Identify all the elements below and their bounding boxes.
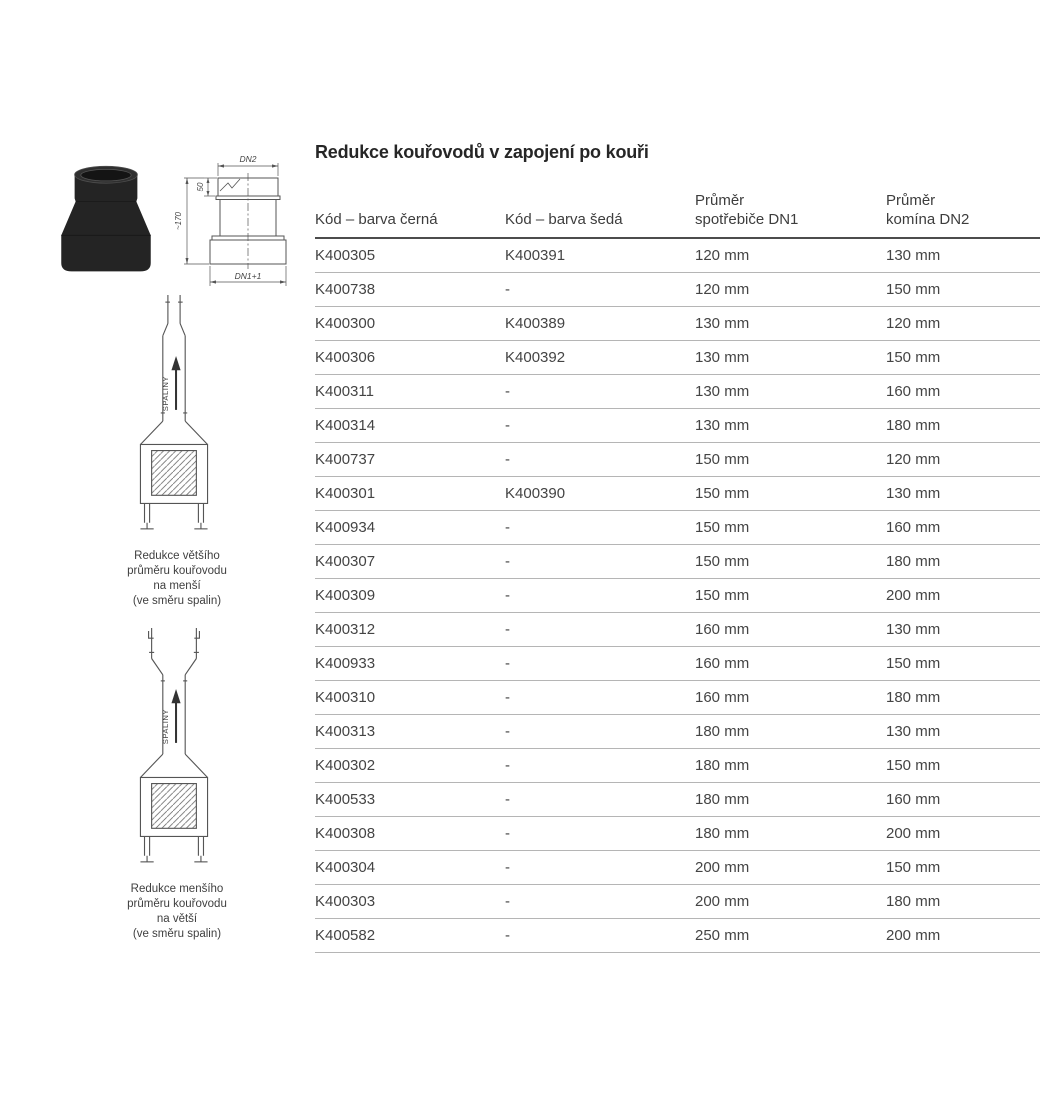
cell-dn2: 120 mm <box>886 451 941 468</box>
col-header-code-grey <box>505 210 695 229</box>
cell-code-grey: - <box>505 689 510 706</box>
table-row <box>315 681 1040 715</box>
product-photo-flue-reducer <box>52 161 160 285</box>
flue-reducer-image <box>52 161 160 280</box>
cell-dn2: 130 mm <box>886 485 941 502</box>
cell-code-black: K400312 <box>315 621 376 638</box>
cell-code-grey: - <box>505 621 510 638</box>
caption-line: na větší <box>156 913 198 925</box>
cell-code-grey: - <box>505 451 510 468</box>
cell-code-black: K400305 <box>315 247 376 264</box>
header-line: Kód – barva černá <box>315 211 438 228</box>
cell-code-grey: K400390 <box>505 485 566 502</box>
cell-code-black: K400310 <box>315 689 376 706</box>
cell-code-grey: - <box>505 587 510 604</box>
cell-code-grey: K400389 <box>505 315 566 332</box>
cell-dn2: 150 mm <box>886 655 941 672</box>
cell-dn1: 130 mm <box>695 383 750 400</box>
cell-dn1: 150 mm <box>695 587 750 604</box>
table-row <box>315 919 1040 953</box>
caption-line: na menší <box>153 580 201 592</box>
table-row <box>315 715 1040 749</box>
cell-dn2: 150 mm <box>886 859 941 876</box>
table-row <box>315 375 1040 409</box>
caption-line: (ve směru spalin) <box>132 595 222 607</box>
cell-code-black: K400308 <box>315 825 376 842</box>
cell-dn1: 150 mm <box>695 485 750 502</box>
table-row <box>315 273 1040 307</box>
cell-code-grey: K400392 <box>505 349 566 366</box>
cell-dn2: 180 mm <box>886 417 941 434</box>
cell-dn2: 200 mm <box>886 825 941 842</box>
cell-code-black: K400533 <box>315 791 376 808</box>
cell-dn1: 180 mm <box>695 757 750 774</box>
cell-dn2: 130 mm <box>886 723 941 740</box>
table-row <box>315 647 1040 681</box>
dim-dn2-label: DN2 <box>239 154 257 164</box>
table-row <box>315 851 1040 885</box>
cell-dn1: 180 mm <box>695 825 750 842</box>
caption-reduction-small-to-large <box>92 882 262 942</box>
cell-dn1: 150 mm <box>695 451 750 468</box>
caption-line: Redukce menšího <box>130 883 224 895</box>
cell-code-black: K400313 <box>315 723 376 740</box>
cell-code-grey: - <box>505 757 510 774</box>
cell-dn1: 200 mm <box>695 893 750 910</box>
table-row <box>315 443 1040 477</box>
cell-code-grey: - <box>505 791 510 808</box>
cell-dn2: 150 mm <box>886 349 941 366</box>
cell-dn1: 160 mm <box>695 621 750 638</box>
cell-code-black: K400304 <box>315 859 376 876</box>
cell-dn1: 200 mm <box>695 859 750 876</box>
cell-dn1: 160 mm <box>695 689 750 706</box>
technical-drawing <box>170 146 300 297</box>
cell-code-black: K400303 <box>315 893 376 910</box>
product-table-section <box>315 141 1040 953</box>
stove-diagram-2 <box>118 628 230 870</box>
caption-line: průměru kouřovodu <box>127 898 227 910</box>
cell-code-grey: - <box>505 927 510 944</box>
cell-dn1: 130 mm <box>695 349 750 366</box>
cell-dn1: 180 mm <box>695 791 750 808</box>
cell-code-black: K400737 <box>315 451 376 468</box>
table-row <box>315 885 1040 919</box>
table-row <box>315 341 1040 375</box>
dimension-drawing <box>170 146 300 292</box>
table-row <box>315 545 1040 579</box>
header-line: komína DN2 <box>886 211 970 228</box>
cell-dn2: 180 mm <box>886 553 941 570</box>
cell-code-black: K400307 <box>315 553 376 570</box>
page-title: Redukce kouřovodů v zapojení po kouři <box>315 142 649 162</box>
cell-code-black: K400309 <box>315 587 376 604</box>
table-body <box>315 239 1040 953</box>
table-row <box>315 783 1040 817</box>
cell-code-grey: - <box>505 417 510 434</box>
cell-code-black: K400311 <box>315 383 374 400</box>
cell-dn1: 130 mm <box>695 315 750 332</box>
cell-code-grey: - <box>505 893 510 910</box>
cell-dn1: 130 mm <box>695 417 750 434</box>
table-row <box>315 613 1040 647</box>
table-row <box>315 307 1040 341</box>
table-row <box>315 409 1040 443</box>
cell-dn1: 150 mm <box>695 519 750 536</box>
cell-dn2: 160 mm <box>886 519 941 536</box>
cell-code-grey: - <box>505 281 510 298</box>
caption-line: (ve směru spalin) <box>132 928 222 940</box>
header-line: spotřebiče DN1 <box>695 211 799 228</box>
caption-line: průměru kouřovodu <box>127 565 227 577</box>
flow-label-spaliny: SPALINY <box>160 376 170 412</box>
cell-code-black: K400302 <box>315 757 376 774</box>
header-line: Průměr <box>886 192 936 209</box>
cell-code-black: K400738 <box>315 281 376 298</box>
caption-reduction-large-to-small <box>92 549 262 609</box>
table-row <box>315 477 1040 511</box>
cell-dn1: 160 mm <box>695 655 750 672</box>
diagram-reduction-large-to-small <box>118 295 230 542</box>
cell-dn1: 250 mm <box>695 927 750 944</box>
cell-code-grey: - <box>505 553 510 570</box>
cell-code-black: K400582 <box>315 927 376 944</box>
cell-code-grey: - <box>505 519 510 536</box>
header-line: Průměr <box>695 192 745 209</box>
caption-line: Redukce většího <box>134 550 220 562</box>
cell-code-grey: - <box>505 383 510 400</box>
cell-code-black: K400314 <box>315 417 376 434</box>
table-row <box>315 511 1040 545</box>
dim-50-label: 50 <box>196 182 205 192</box>
cell-code-black: K400301 <box>315 485 376 502</box>
cell-dn2: 120 mm <box>886 315 941 332</box>
flow-label-spaliny: SPALINY <box>160 709 170 745</box>
dim-dn1-label: DN1+1 <box>234 271 262 281</box>
col-header-code-black <box>315 210 505 229</box>
col-header-dn1 <box>695 191 886 229</box>
cell-dn2: 150 mm <box>886 281 941 298</box>
table-row <box>315 579 1040 613</box>
cell-dn1: 180 mm <box>695 723 750 740</box>
cell-code-black: K400306 <box>315 349 376 366</box>
cell-code-grey: - <box>505 655 510 672</box>
cell-dn1: 120 mm <box>695 281 750 298</box>
header-line: Kód – barva šedá <box>505 211 623 228</box>
cell-dn2: 150 mm <box>886 757 941 774</box>
cell-code-grey: K400391 <box>505 247 566 264</box>
table-row <box>315 817 1040 851</box>
cell-dn2: 180 mm <box>886 893 941 910</box>
cell-code-grey: - <box>505 723 510 740</box>
cell-dn2: 200 mm <box>886 927 941 944</box>
stove-diagram-1 <box>118 295 230 537</box>
cell-dn2: 200 mm <box>886 587 941 604</box>
cell-code-grey: - <box>505 859 510 876</box>
cell-dn2: 160 mm <box>886 383 941 400</box>
cell-code-black: K400933 <box>315 655 376 672</box>
cell-code-black: K400934 <box>315 519 376 536</box>
table-row <box>315 749 1040 783</box>
diagram-reduction-small-to-large <box>118 628 230 875</box>
cell-dn2: 180 mm <box>886 689 941 706</box>
dim-170-label: ~170 <box>174 211 183 231</box>
table-header-row <box>315 191 1040 239</box>
cell-dn1: 150 mm <box>695 553 750 570</box>
cell-dn1: 120 mm <box>695 247 750 264</box>
cell-dn2: 130 mm <box>886 621 941 638</box>
col-header-dn2 <box>886 191 1040 229</box>
cell-code-black: K400300 <box>315 315 376 332</box>
table-row <box>315 239 1040 273</box>
cell-dn2: 160 mm <box>886 791 941 808</box>
cell-code-grey: - <box>505 825 510 842</box>
cell-dn2: 130 mm <box>886 247 941 264</box>
